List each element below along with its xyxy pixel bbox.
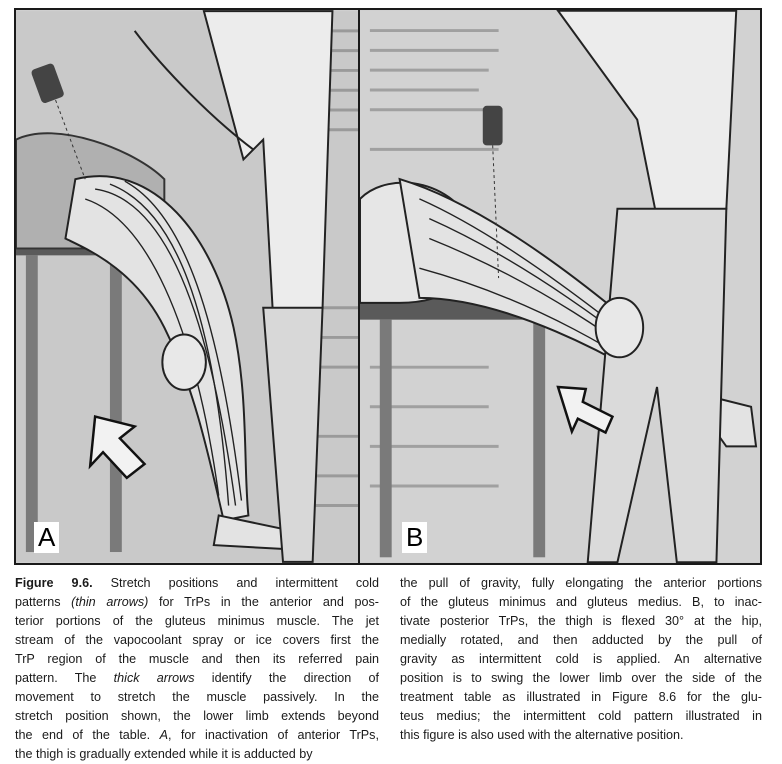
caption-line: Figure 9.6. Stretch positions and intermittent cold	[15, 576, 379, 590]
caption-line: terior portions of the gluteus minimus muscle. The jet	[15, 614, 379, 628]
illustration-a-drawing	[16, 10, 372, 563]
caption-line: gravity as intermittent cold is applied. An alternative	[400, 652, 762, 666]
caption-line: the pull of gravity, fully elongating the anterior portions	[400, 576, 762, 590]
figure-caption-right	[400, 574, 762, 745]
caption-line: position is to swing the lower limb over the side of the	[400, 671, 762, 685]
caption-line: treatment table as illustrated in Figure 8.6 for the glu-	[400, 690, 762, 704]
figure-label: Figure 9.6.	[15, 576, 93, 590]
panel-a-label: A	[34, 522, 59, 553]
panel-b-label: B	[402, 522, 427, 553]
caption-line: stream of the vapocoolant spray or ice covers first the	[15, 633, 379, 647]
caption-line: teus medius; the intermittent cold pattern illustrated in	[400, 709, 762, 723]
caption-line: patterns (thin arrows) for TrPs in the anterior and pos-	[15, 595, 379, 609]
caption-line: movement to stretch the muscle passively. In the	[15, 690, 379, 704]
illustration-b-drawing	[360, 10, 760, 563]
caption-line: TrP region of the muscle and then its referred pain	[15, 652, 379, 666]
caption-line: medially rotated, and then adducted by the pull of	[400, 633, 762, 647]
caption-line: stretch position shown, the lower limb extends beyond	[15, 709, 379, 723]
caption-line: tivate posterior TrPs, the thigh is flexed 30° at the hip,	[400, 614, 762, 628]
caption-line: the end of the table. A, for inactivation of anterior TrPs,	[15, 728, 379, 742]
illustration-panel-a	[14, 8, 374, 565]
caption-line: this figure is also used with the alternative position.	[400, 728, 684, 742]
illustration-panel-b	[358, 8, 762, 565]
caption-line: pattern. The thick arrows identify the direction of	[15, 671, 379, 685]
caption-line: of the gluteus minimus and gluteus medius. B, to inac-	[400, 595, 762, 609]
figure-caption-left	[15, 574, 379, 764]
caption-line: the thigh is gradually extended while it is adducted by	[15, 747, 313, 761]
